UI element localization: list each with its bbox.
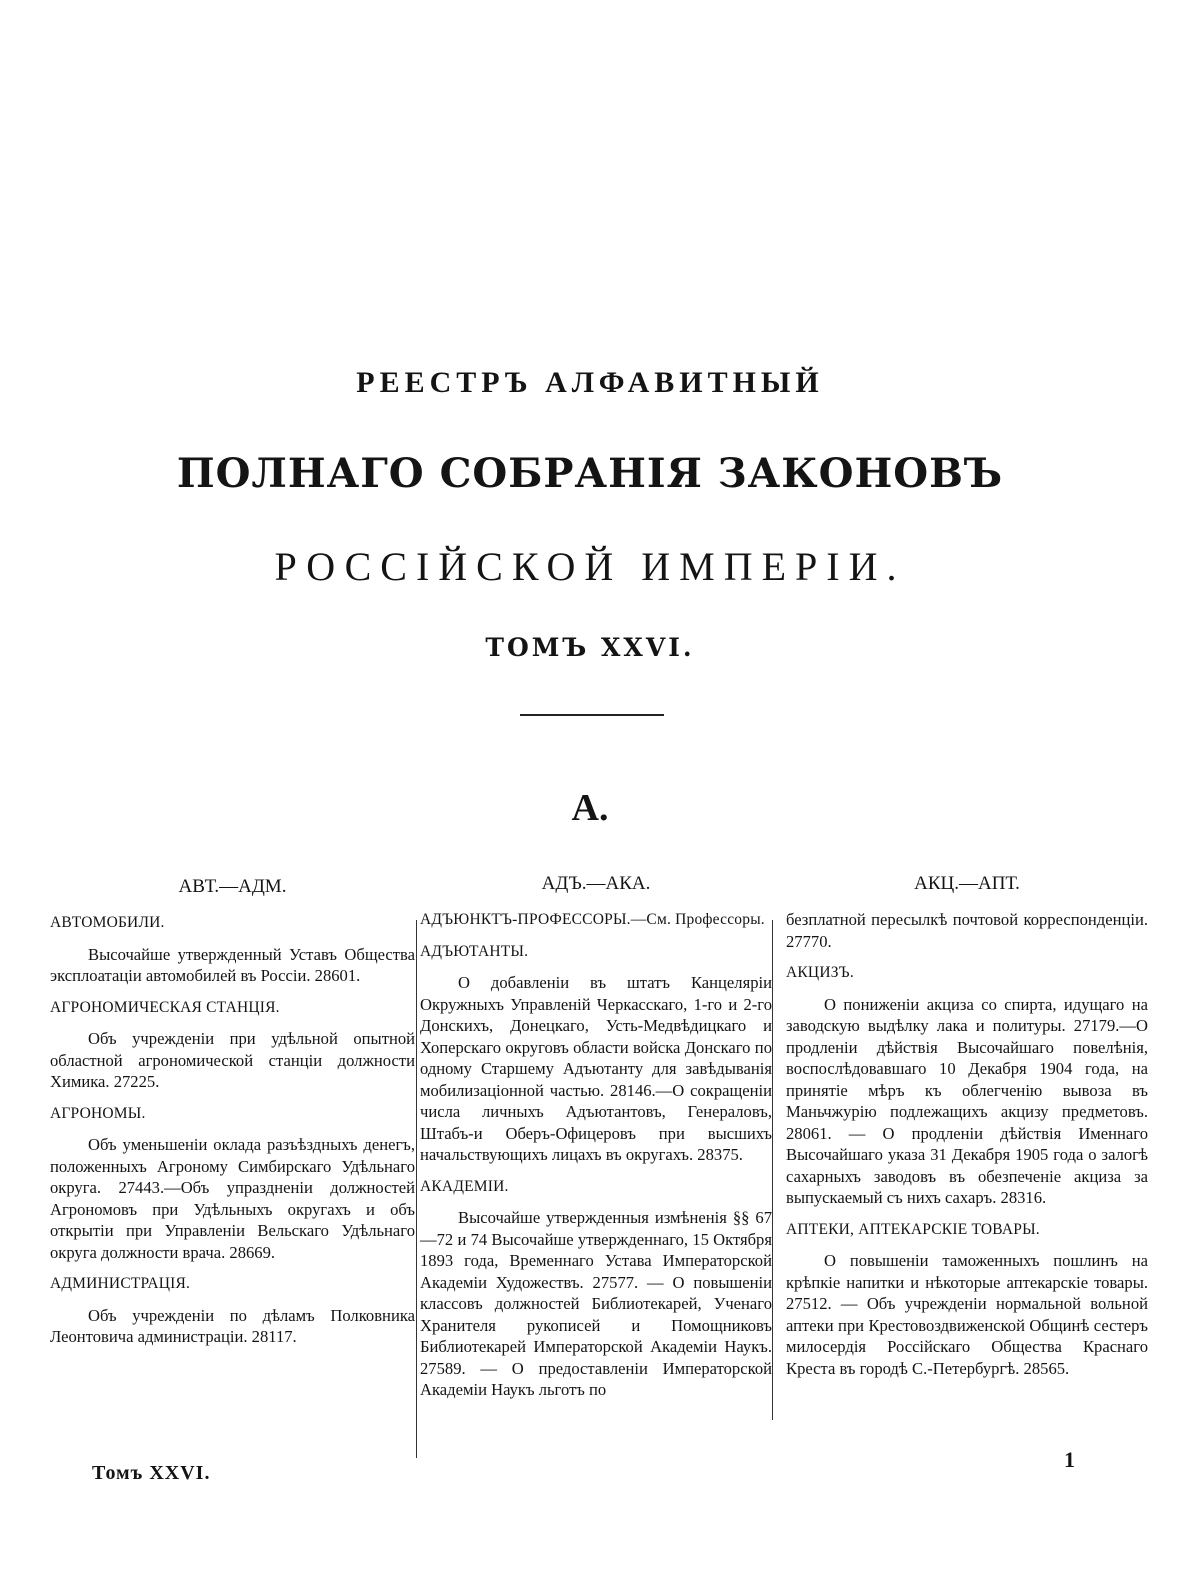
entry-text: Объ учрежденіи по дѣламъ Полковника Леонтовича администраціи. 28117.	[50, 1305, 415, 1346]
entry-heading: АДМИНИСТРАЦІЯ.	[50, 1275, 191, 1292]
column-1	[50, 870, 415, 1358]
entry-text-continued: безплатной пересылкѣ почтовой корреспонденціи. 27770.	[786, 910, 1148, 951]
entry-text: О пониженіи акциза со спирта, идущаго на заводскую выдѣлку лака и политуры. 27179.—О продленіи дѣйствія Высочайшаго повелѣнія, воспослѣдовавшаго 10 Декабря 1904 года, на принятіе мѣръ къ облегченію вывоза въ Маньчжурію подлежащихъ акцизу предметовъ. 28061. — О продленіи дѣйствія Именнаго Высочайшаго указа 31 Декабря 1905 года о залогѣ сахарныхъ заводовъ въ обезпеченіе акциза за выпускаемый съ нихъ сахаръ. 28316.	[786, 994, 1148, 1207]
entry-heading: АПТЕКИ, АПТЕКАРСКІЕ ТОВАРЫ.	[786, 1220, 1040, 1238]
entry-heading: АКАДЕМІИ.	[420, 1177, 509, 1195]
footer-volume-label: Томъ XXVI.	[92, 1462, 211, 1484]
column-divider-2	[772, 920, 773, 1420]
entry-heading: АДЪЮНКТЪ-ПРОФЕССОРЫ.—См. Профессоры.	[420, 911, 765, 928]
title-line-2: ПОЛНАГО СОБРАНІЯ ЗАКОНОВЪ	[176, 450, 1004, 497]
entry-text: О добавленіи въ штатъ Канцеляріи Окружныхъ Управленій Черкасскаго, 1-го и 2-го Донскихъ, Донецкаго, Усть-Медвѣдицкаго и Хоперскаго округовъ области войска Донскаго по одному Старшему Адъютанту для завѣдыванія мобилизаціонной частью. 28146.—О сокращеніи числа личныхъ Адъютантовъ, Генераловъ, Штабъ-и Оберъ-Офицеровъ при высшихъ начальствующихъ лицахъ въ округахъ. 28375.	[420, 973, 772, 1164]
column-header: АДЪ.—АКА.	[541, 873, 651, 894]
entry-heading: АГРОНОМЫ.	[50, 1104, 146, 1122]
entry-heading: АВТОМОБИЛИ.	[50, 914, 165, 931]
page-number: 1	[1064, 1447, 1075, 1472]
volume-title: ТОМЪ XXVI.	[485, 633, 695, 662]
entry-text: Объ уменьшеніи оклада разъѣздныхъ денегъ, положенныхъ Агроному Симбирскаго Удѣльнаго округа. 27443.—Объ упраздненіи должностей Агрономовъ при Удѣльныхъ округахъ и объ открытіи при Управленіи Вельскаго Удѣльнаго округа должности врача. 28669.	[50, 1135, 415, 1262]
entry-text: О повышеніи таможенныхъ пошлинъ на крѣпкіе напитки и нѣкоторые аптекарскіе товары. 27512. — Объ учрежденіи нормальной вольной аптеки при Крестовоздвиженской Общинѣ сестеръ милосердія Россійскаго Общества Краснаго Креста въ городѣ С.-Петербургѣ. 28565.	[786, 1251, 1148, 1378]
column-divider-1	[416, 920, 417, 1458]
entry-text: Высочайше утвержденный Уставъ Общества эксплоатаціи автомобилей въ Россіи. 28601.	[50, 944, 415, 985]
entry-heading: АДЪЮТАНТЫ.	[420, 942, 529, 960]
column-3	[786, 870, 1148, 1389]
column-2	[420, 870, 772, 1411]
title-divider	[520, 714, 664, 716]
entry-heading: АГРОНОМИЧЕСКАЯ СТАНЦІЯ.	[50, 998, 280, 1016]
section-letter: А.	[571, 787, 609, 829]
title-line-3: РОССІЙСКОЙ ИМПЕРІИ.	[274, 544, 906, 589]
column-header: АКЦ.—АПТ.	[914, 873, 1020, 894]
column-header: АВТ.—АДМ.	[178, 876, 287, 897]
entry-text: Объ учрежденіи при удѣльной опытной областной агрономической станціи должности Химика. 27225.	[50, 1029, 415, 1091]
entry-heading: АКЦИЗЪ.	[786, 964, 854, 981]
entry-text: Высочайше утвержденныя измѣненія §§ 67—72 и 74 Высочайше утвержденнаго, 15 Октября 1893 года, Временнаго Устава Императорской Академіи Художествъ. 27577. — О повышеніи классовъ должностей Библиотекарей, Ученаго Хранителя рукописей и Помощниковъ Библиотекарей Императорской Академіи Наукъ. 27589. — О предоставленіи Императорской Академіи Наукъ льготъ по	[420, 1208, 772, 1399]
title-line-1: РЕЕСТРЪ АЛФАВИТНЫЙ	[356, 366, 824, 399]
